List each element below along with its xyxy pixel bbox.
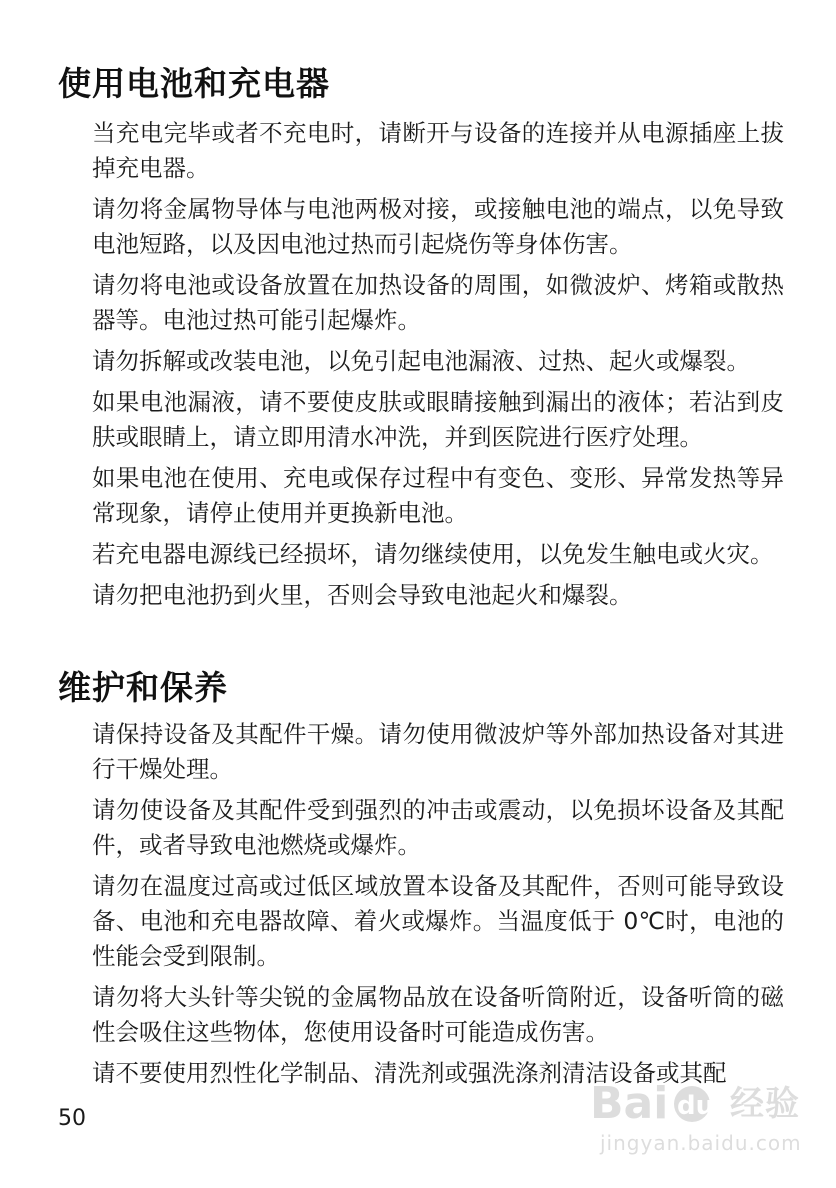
watermark-brand-text: 经验 [730,1084,800,1124]
paragraph: 若充电器电源线已经损坏，请勿继续使用，以免发生触电或火灾。 [92,540,774,568]
paragraph: 请勿将电池或设备放置在加热设备的周围，如微波炉、烤箱或散热器等。电池过热可能引起爆炸。 [92,271,784,334]
baidu-logo-icon [590,1074,730,1130]
svg-text:du: du [677,1091,715,1121]
paragraph: 请勿把电池扔到火里，否则会导致电池起火和爆裂。 [92,581,633,609]
paragraph: 请勿将大头针等尖锐的金属物品放在设备听筒附近，设备听筒的磁性会吸住这些物体，您使用设备时可能造成伤害。 [92,983,784,1046]
section-title-maintenance: 维护和保养 [58,668,228,707]
section-title-battery-charger: 使用电池和充电器 [58,64,330,103]
paragraph: 请勿拆解或改装电池，以免引起电池漏液、过热、起火或爆裂。 [92,347,750,375]
paragraph: 如果电池在使用、充电或保存过程中有变色、变形、异常发热等异常现象，请停止使用并更换新电池。 [92,464,784,527]
paragraph: 请勿使设备及其配件受到强烈的冲击或震动，以免损坏设备及其配件，或者导致电池燃烧或爆炸。 [92,796,784,859]
watermark-url: jingyan.baidu.com [600,1131,802,1155]
section-maintenance-body [92,717,784,1097]
page-number: 50 [58,1106,86,1131]
paragraph: 当充电完毕或者不充电时，请断开与设备的连接并从电源插座上拔掉充电器。 [92,119,784,182]
section-battery-charger-body [92,116,784,619]
paragraph: 请保持设备及其配件干燥。请勿使用微波炉等外部加热设备对其进行干燥处理。 [92,720,784,783]
watermark [580,1074,820,1164]
paragraph: 请不要使用烈性化学制品、清洗剂或强洗涤剂清洁设备或其配 [92,1059,727,1087]
paragraph: 请勿在温度过高或过低区域放置本设备及其配件，否则可能导致设备、电池和充电器故障、着火或爆炸。当温度低于 0℃时，电池的性能会受到限制。 [92,872,784,970]
svg-text:Bai: Bai [590,1078,669,1129]
paragraph: 如果电池漏液，请不要使皮肤或眼睛接触到漏出的液体；若沾到皮肤或眼睛上，请立即用清水冲洗，并到医院进行医疗处理。 [92,388,784,451]
paragraph: 请勿将金属物导体与电池两极对接，或接触电池的端点，以免导致电池短路，以及因电池过热而引起烧伤等身体伤害。 [92,195,784,258]
